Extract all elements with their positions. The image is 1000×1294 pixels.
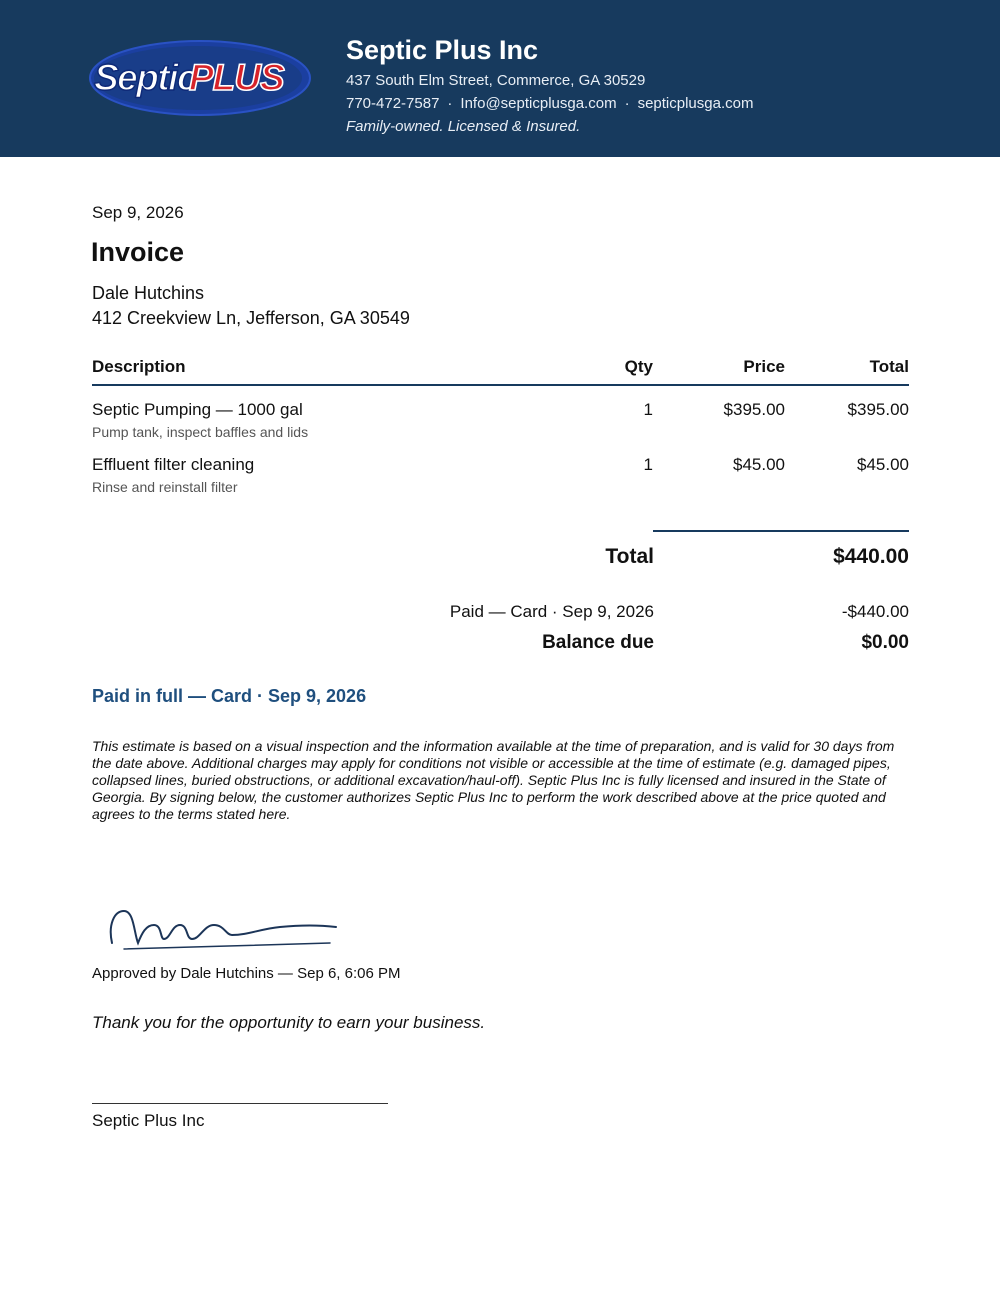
customer-address: 412 Creekview Ln, Jefferson, GA 30549 — [92, 308, 410, 328]
signer-company: Septic Plus Inc — [92, 1111, 205, 1130]
company-email: Info@septicplusga.com — [460, 95, 617, 112]
item-detail: Rinse and reinstall filter — [92, 479, 238, 495]
table-header — [92, 355, 909, 386]
item-qty: 1 — [643, 400, 653, 419]
svg-text:PLUS: PLUS — [189, 57, 284, 98]
totals-divider — [653, 530, 909, 532]
header-total: Total — [869, 357, 909, 376]
header-price: Price — [743, 357, 785, 376]
item-price: $395.00 — [723, 400, 785, 419]
payment-value: -$440.00 — [841, 602, 909, 621]
item-detail: Pump tank, inspect baffles and lids — [92, 424, 309, 440]
company-address: 437 South Elm Street, Commerce, GA 30529 — [346, 72, 646, 89]
item-name: Septic Pumping — 1000 gal — [92, 400, 303, 419]
company-contacts — [346, 93, 753, 114]
item-qty: 1 — [643, 455, 653, 474]
table-row — [92, 398, 909, 453]
item-price: $45.00 — [733, 455, 785, 474]
company-name: Septic Plus Inc — [346, 35, 539, 65]
contact-separator: · — [447, 95, 453, 112]
customer-block — [92, 281, 410, 331]
total-label: Total — [605, 545, 654, 568]
signature-line — [92, 1103, 388, 1104]
item-total: $395.00 — [847, 400, 909, 419]
approval-line: Approved by Dale Hutchins — Sep 6, 6:06 PM — [92, 965, 401, 982]
item-name: Effluent filter cleaning — [92, 455, 255, 474]
table-row — [92, 453, 909, 508]
total-value: $440.00 — [833, 545, 909, 568]
company-tagline: Family-owned. Licensed & Insured. — [346, 118, 581, 135]
invoice-date: Sep 9, 2026 — [92, 203, 184, 222]
balance-value: $0.00 — [861, 632, 909, 653]
contact-separator: · — [624, 95, 630, 112]
document-title: Invoice — [91, 237, 185, 267]
invoice-header — [0, 0, 1000, 157]
svg-text:Septic: Septic — [94, 57, 197, 98]
line-items-table — [92, 355, 909, 508]
company-website: septicplusga.com — [637, 95, 754, 112]
customer-signature — [100, 895, 350, 957]
header-qty: Qty — [624, 357, 653, 376]
company-info — [346, 34, 753, 137]
paid-status-note: Paid in full — Card · Sep 9, 2026 — [92, 686, 367, 706]
payment-label: Paid — Card · Sep 9, 2026 — [449, 602, 654, 621]
header-description: Description — [92, 357, 186, 376]
item-total: $45.00 — [857, 455, 909, 474]
company-logo — [88, 38, 318, 120]
thank-you-message: Thank you for the opportunity to earn your business. — [92, 1013, 486, 1032]
company-phone: 770-472-7587 — [346, 95, 440, 112]
balance-label: Balance due — [542, 632, 654, 653]
customer-name: Dale Hutchins — [92, 283, 205, 303]
terms-text: This estimate is based on a visual inspection and the information available at the time of preparation, and is valid for 30 days from the date above. Additional charges may apply for conditions not visible or accessible at the time of estimate (e.g. damaged pipes, collapsed lines, buried obstructions, or additional excavation/haul-off). Septic Plus Inc is fully licensed and insured in the State of Georgia. By signing below, the customer authorizes Septic Plus Inc to perform the work described above at the price quoted and agrees to the terms stated here. — [92, 738, 895, 822]
